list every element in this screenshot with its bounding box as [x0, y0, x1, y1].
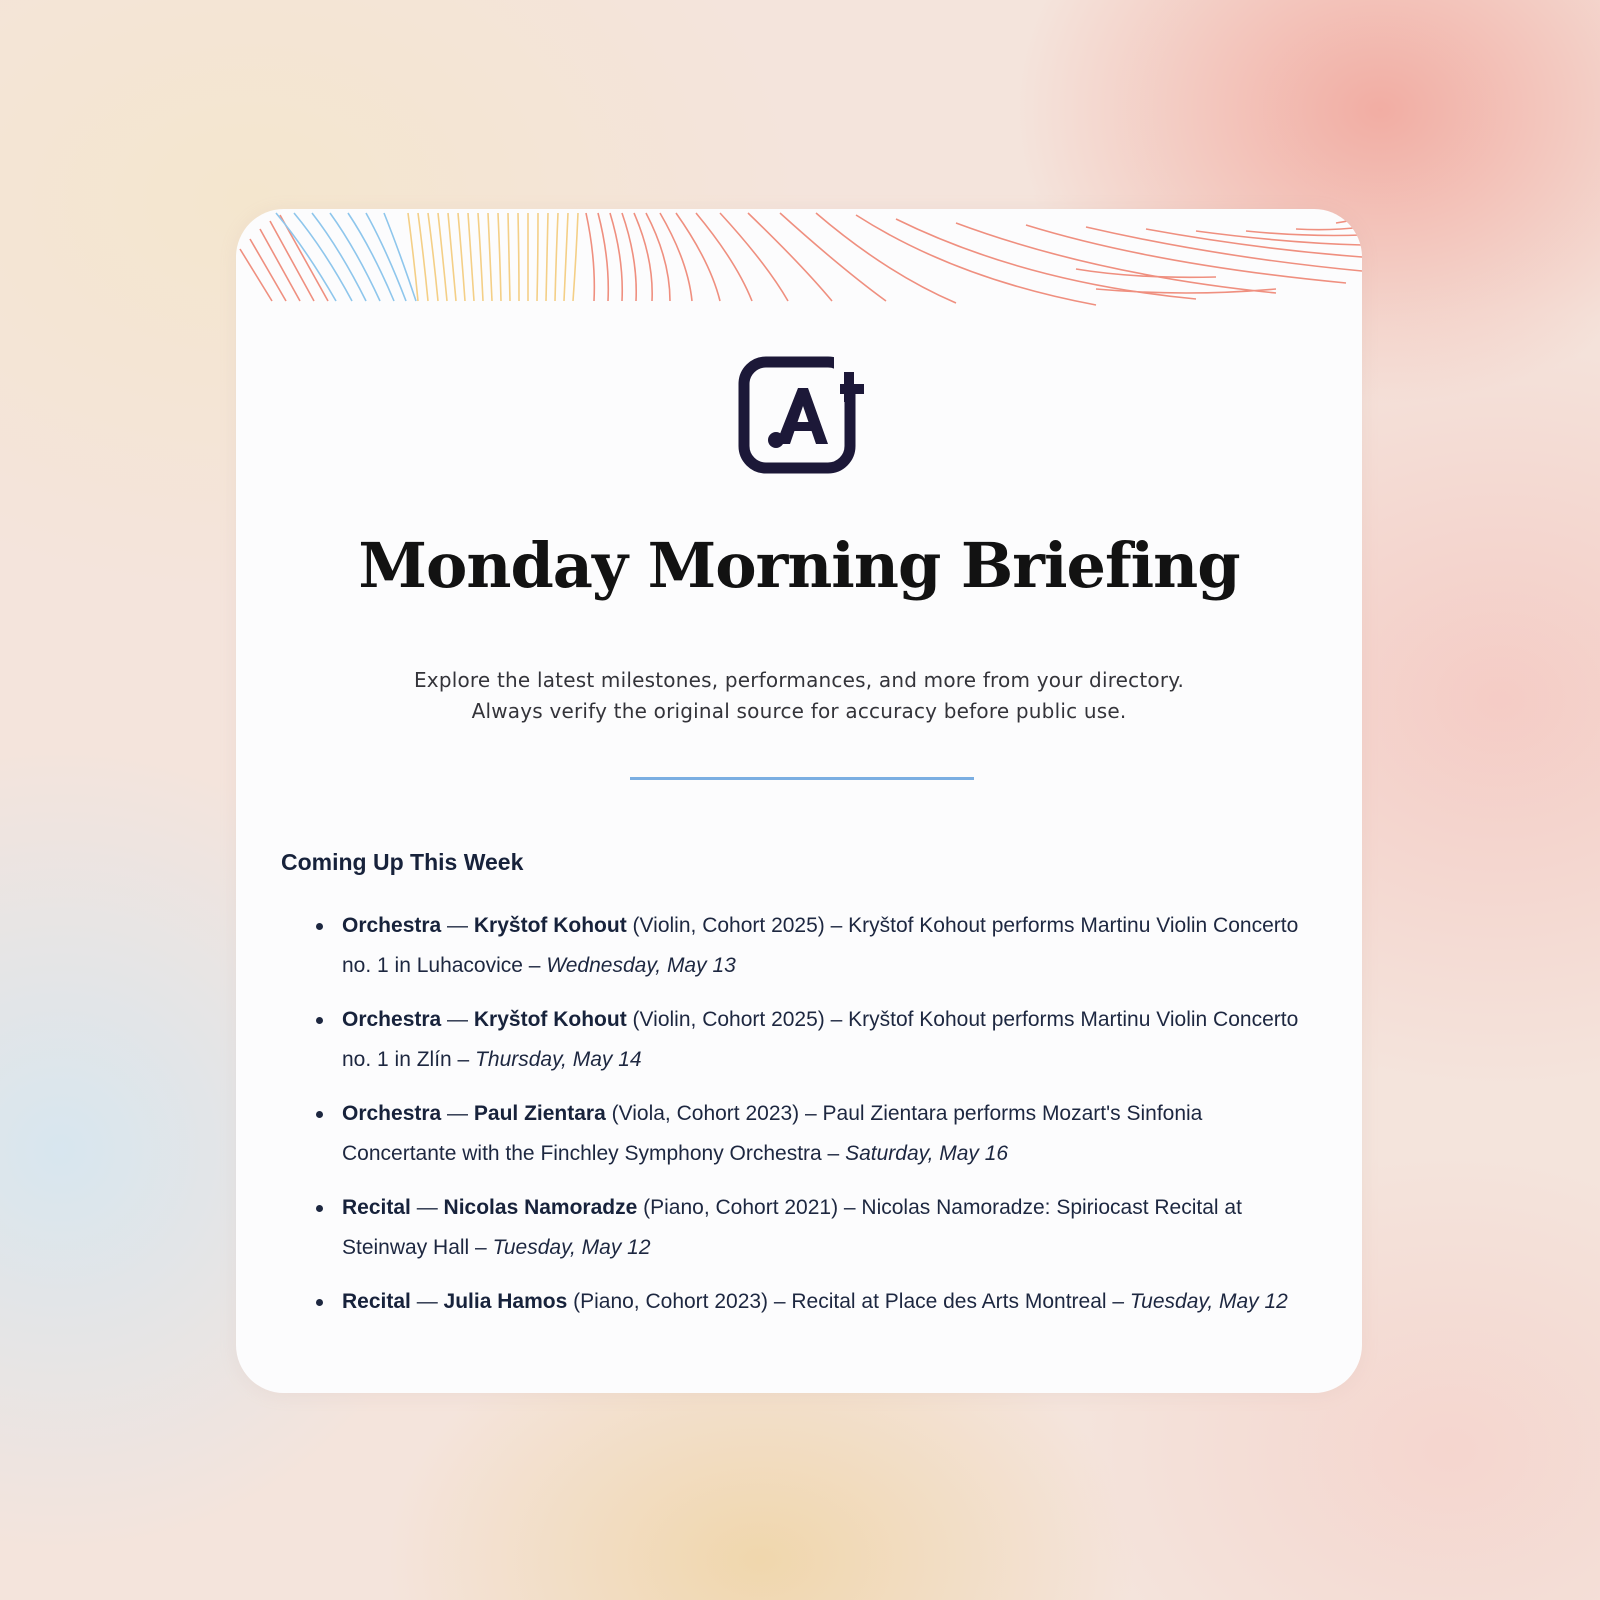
- list-item: [342, 1188, 1302, 1268]
- event-category: Orchestra: [342, 914, 442, 937]
- bullet-icon: [316, 923, 323, 930]
- list-item: [342, 1282, 1302, 1322]
- bullet-icon: [316, 1111, 323, 1118]
- event-date: Tuesday, May 12: [492, 1236, 651, 1259]
- subtitle-line: Explore the latest milestones, performances, and more from your directory.: [413, 668, 1185, 692]
- event-category: Orchestra: [342, 1102, 442, 1125]
- separator: —: [441, 914, 474, 937]
- separator: —: [441, 1102, 474, 1125]
- bullet-icon: [316, 1017, 323, 1024]
- events-list: [342, 906, 1302, 1336]
- event-date: Saturday, May 16: [845, 1142, 1009, 1165]
- performer-name: Paul Zientara: [473, 1102, 606, 1125]
- subtitle: [236, 665, 1362, 727]
- list-item: [342, 1094, 1302, 1174]
- event-details: (Violin, Cohort 2025) – Kryštof Kohout performs Martinu Violin Concerto no. 1 in Zlín –: [342, 1008, 1299, 1071]
- list-item: [342, 1000, 1302, 1080]
- event-date: Thursday, May 14: [475, 1048, 642, 1071]
- bullet-icon: [316, 1299, 323, 1306]
- event-date: Tuesday, May 12: [1129, 1290, 1288, 1313]
- performer-name: Kryštof Kohout: [473, 1008, 627, 1031]
- briefing-card: [236, 209, 1362, 1393]
- event-details: (Viola, Cohort 2023) – Paul Zientara performs Mozart's Sinfonia Concertante with the Finchley Symphony Orchestra –: [342, 1102, 1203, 1165]
- separator: —: [441, 1008, 474, 1031]
- event-category: Recital: [342, 1290, 411, 1313]
- page-title: Monday Morning Briefing: [358, 529, 1240, 602]
- separator: —: [410, 1196, 444, 1219]
- list-item: [342, 906, 1302, 986]
- event-details: (Violin, Cohort 2025) – Kryštof Kohout performs Martinu Violin Concerto no. 1 in Luhacovice –: [342, 914, 1299, 977]
- event-details: (Piano, Cohort 2021) – Nicolas Namoradze: Spiriocast Recital at Steinway Hall –: [342, 1196, 1242, 1259]
- performer-name: Kryštof Kohout: [473, 914, 627, 937]
- bullet-icon: [316, 1205, 323, 1212]
- separator: —: [410, 1290, 444, 1313]
- subtitle-line: Always verify the original source for accuracy before public use.: [471, 699, 1127, 723]
- event-category: Recital: [342, 1196, 411, 1219]
- section-heading: Coming Up This Week: [281, 849, 524, 875]
- a-plus-logo-icon: [738, 354, 864, 478]
- event-details: (Piano, Cohort 2023) – Recital at Place des Arts Montreal –: [567, 1290, 1130, 1313]
- divider: [630, 777, 974, 780]
- performer-name: Julia Hamos: [443, 1290, 568, 1313]
- event-category: Orchestra: [342, 1008, 442, 1031]
- wave-pattern-header: [236, 209, 1362, 309]
- event-date: Wednesday, May 13: [546, 954, 736, 977]
- performer-name: Nicolas Namoradze: [443, 1196, 638, 1219]
